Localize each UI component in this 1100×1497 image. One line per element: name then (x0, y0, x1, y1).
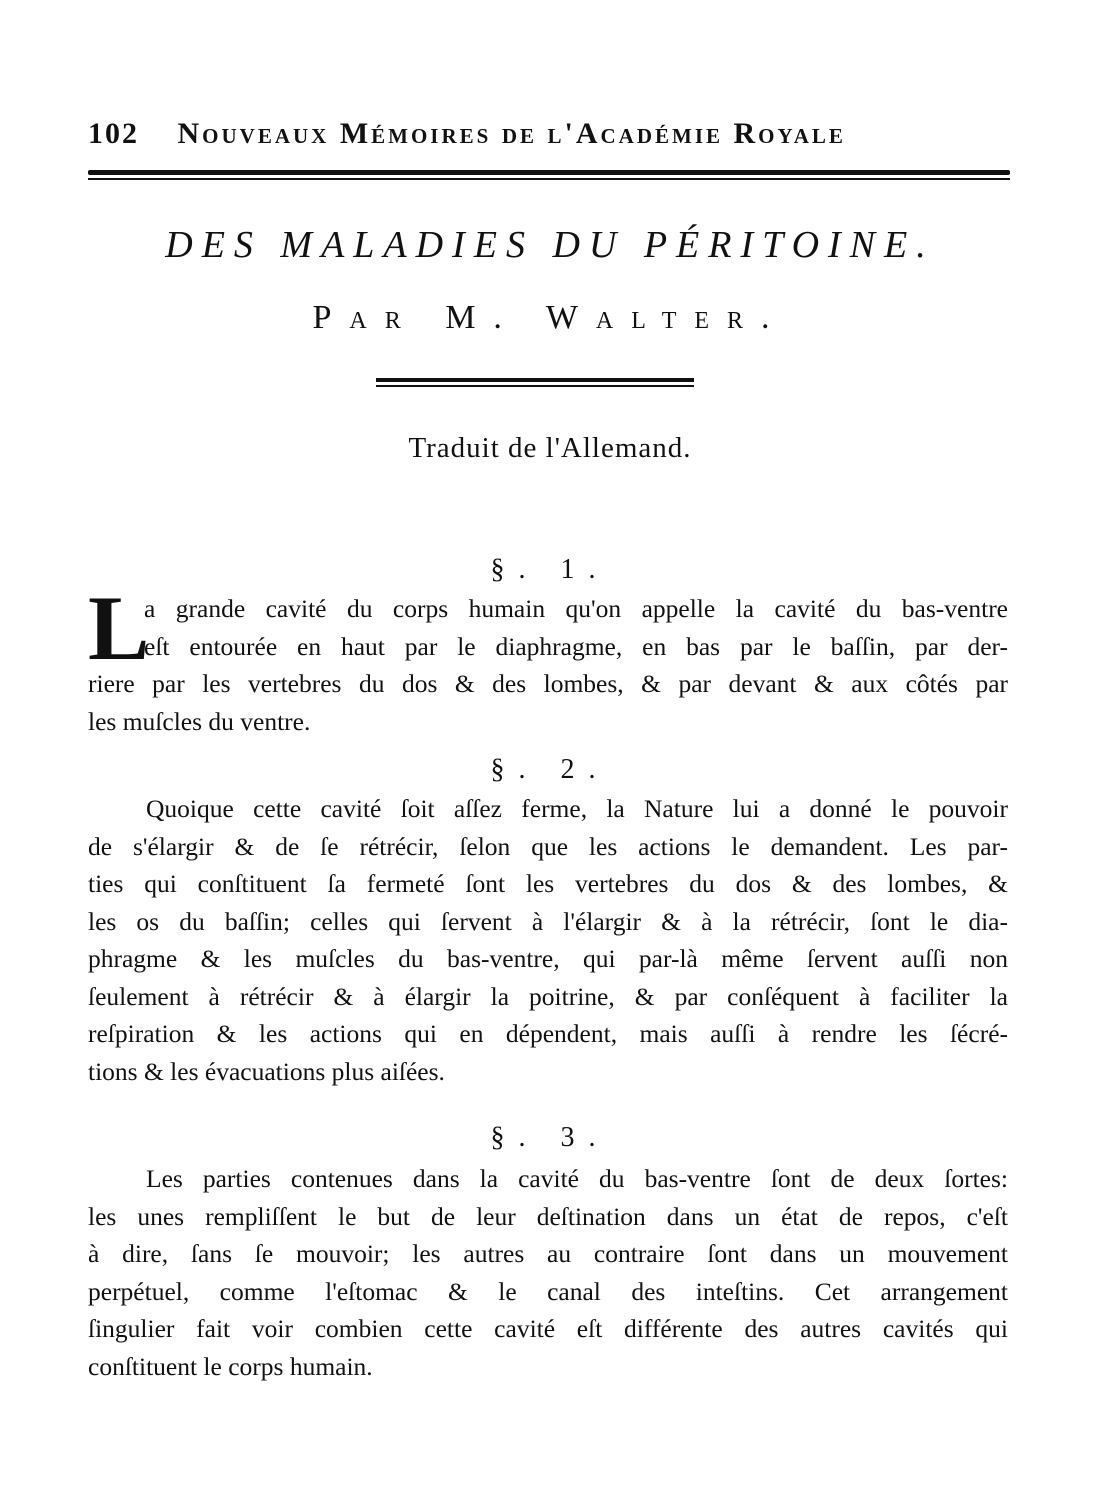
paragraph-1 (88, 577, 1008, 740)
text-line: eſt entourée en haut par le diaphragme, en bas par le baſſin, par der- (144, 631, 1008, 661)
paragraph-3 (88, 1160, 1008, 1385)
article-author: Par M. Walter. (312, 299, 788, 336)
text-line: à dire, ſans ſe mouvoir; les autres au contraire ſont dans un mouvement (88, 1239, 1008, 1268)
text-line: perpétuel, comme l'eſtomac & le canal des inteſtins. Cet arrangement (88, 1276, 1008, 1306)
text-line: conſtituent le corps humain. (88, 1351, 373, 1381)
text-line: les os du baſſin; celles qui ſervent à l'élargir & à la rétrécir, ſont le dia- (88, 906, 1008, 936)
section-mark-2: §. 2. (490, 754, 610, 785)
text-line: les muſcles du ventre. (88, 706, 311, 736)
text-line: a grande cavité du corps humain qu'on appelle la cavité du bas-ventre (144, 594, 1008, 623)
title-double-rule (376, 378, 694, 390)
text-line: phragme & les muſcles du bas-ventre, qui par-là même ſervent auſſi non (88, 944, 1008, 973)
running-title: Nouveaux Mémoires de l'Académie Royale (177, 117, 846, 150)
section-mark-1: §. 1. (490, 554, 610, 585)
article-title: DES MALADIES DU PÉRITOINE. (165, 224, 935, 266)
text-line: de s'élargir & de ſe rétrécir, ſelon que les actions le demandent. Les par- (88, 831, 1008, 861)
article-subtitle: Traduit de l'Allemand. (408, 432, 692, 464)
text-line: ſingulier fait voir combien cette cavité eſt différente des autres cavités qui (88, 1314, 1008, 1343)
header-double-rule (88, 170, 1010, 182)
text-line: reſpiration & les actions qui en dépendent, mais auſſi à rendre les ſécré- (88, 1019, 1008, 1048)
running-head (88, 114, 1008, 154)
paragraph-2 (88, 790, 1008, 1090)
page-number: 102 (88, 117, 139, 150)
text-line: ſeulement à rétrécir & à élargir la poitrine, & par conſéquent à faciliter la (88, 981, 1008, 1011)
drop-cap: L (88, 577, 150, 679)
text-line: Les parties contenues dans la cavité du bas-ventre ſont de deux ſortes: (146, 1164, 1008, 1193)
section-mark-3: §. 3. (490, 1122, 610, 1153)
text-line: Quoique cette cavité ſoit aſſez ferme, la Nature lui a donné le pouvoir (146, 794, 1008, 823)
text-line: riere par les vertebres du dos & des lombes, & par devant & aux côtés par (88, 669, 1008, 698)
text-line: tions & les évacuations plus aiſées. (88, 1056, 445, 1086)
text-line: les unes rempliſſent le but de leur deſtination dans un état de repos, c'eſt (88, 1201, 1008, 1231)
text-line: ties qui conſtituent ſa fermeté ſont les vertebres du dos & des lombes, & (88, 869, 1008, 898)
